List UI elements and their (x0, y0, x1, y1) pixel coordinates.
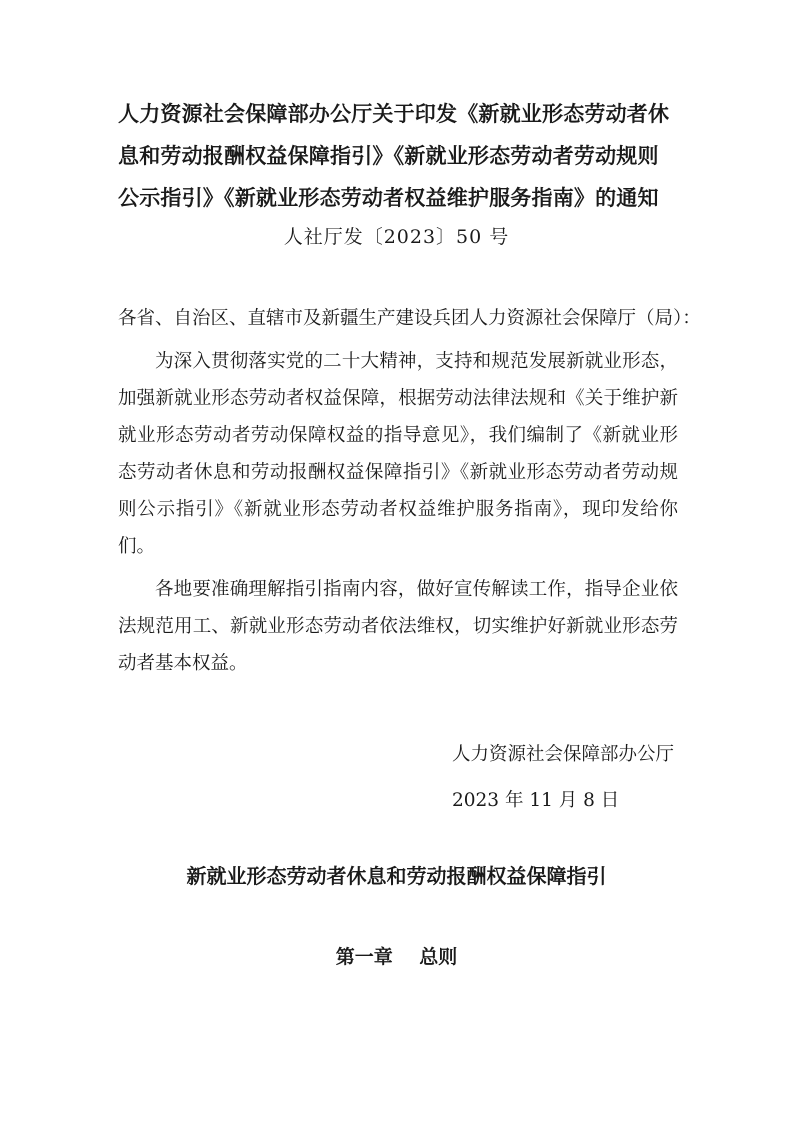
notice-title-line: 息和劳动报酬权益保障指引》《新就业形态劳动者劳动规则 (118, 143, 659, 168)
signature-block (452, 732, 674, 824)
body-paragraph: 各地要准确理解指引指南内容，做好宣传解读工作，指导企业依法规范用工、新就业形态劳动者依法维权，切实维护好新就业形态劳动者基本权益。 (118, 579, 678, 674)
chapter-heading: 第一章 总则 (335, 946, 458, 968)
notice-title (118, 93, 678, 219)
guide-title: 新就业形态劳动者休息和劳动报酬权益保障指引 (186, 864, 607, 888)
notice-title-line: 人力资源社会保障部办公厅关于印发《新就业形态劳动者休 (118, 101, 670, 126)
body-paragraph: 为深入贯彻落实党的二十大精神，支持和规范发展新就业形态，加强新就业形态劳动者权益保障，根据劳动法律法规和《关于维护新就业形态劳动者劳动保障权益的指导意见》，我们编制了《新就业形态劳动者休息和劳动报酬权益保障指引》《新就业形态劳动者劳动规则公示指引》《新就业形态劳动者权益维护服务指南》，现印发给你们。 (118, 351, 678, 557)
notice-body (118, 300, 701, 682)
notice-title-line: 公示指引》《新就业形态劳动者权益维护服务指南》的通知 (118, 185, 659, 210)
salutation: 各省、自治区、直辖市及新疆生产建设兵团人力资源社会保障厅（局）： (118, 308, 701, 329)
issue-date: 2023 年 11 月 8 日 (452, 790, 620, 811)
issuer-name: 人力资源社会保障部办公厅 (452, 744, 675, 765)
document-number: 人社厅发〔2023〕50 号 (283, 226, 510, 248)
